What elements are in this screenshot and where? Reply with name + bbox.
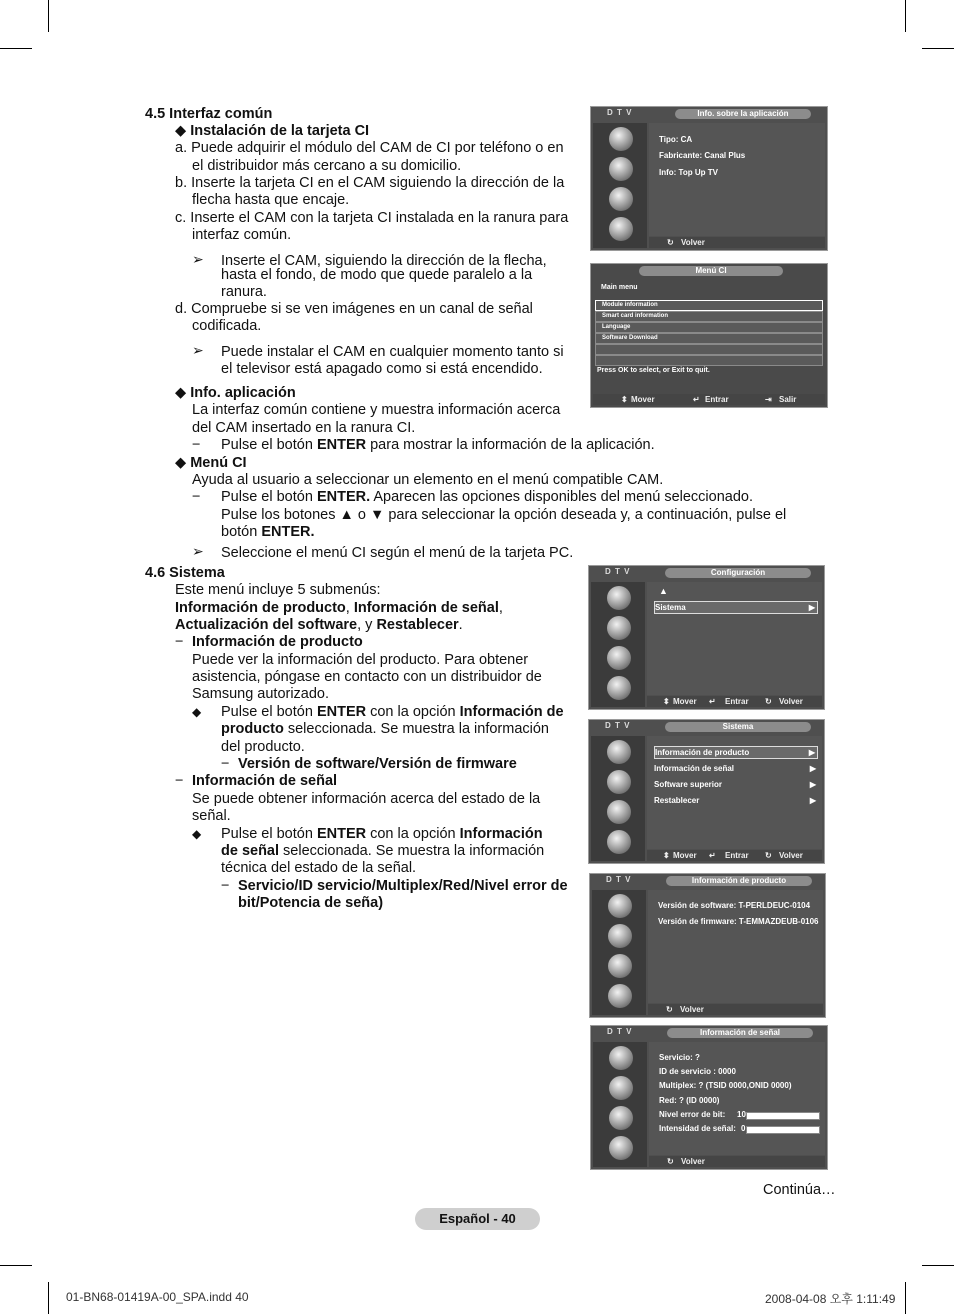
screen-footer [647,850,822,861]
screen-title: Información de producto [666,876,812,886]
info-line: Tipo: CA [659,135,693,144]
move-label: Mover [673,697,697,706]
return-icon: ↻ [765,697,772,706]
service-line: Servicio: ? [659,1053,700,1062]
menu-item-signal-info[interactable] [654,763,818,774]
enter-icon: ↵ [709,851,716,860]
back-label: Volver [779,697,803,706]
screen-title: Información de señal [667,1028,813,1038]
note: Seleccione el menú CI según el menú de la tarjeta PC. [221,545,574,561]
input-icon [607,740,631,764]
paragraph: del producto. [221,739,305,755]
crop-mark [905,1282,906,1314]
menu-item-label: Restablecer [654,796,700,805]
paragraph: el distribuidor más cercano a su domicilio. [192,158,462,174]
paragraph: del CAM insertado en la ranura CI. [192,420,416,436]
section-heading: 4.5 Interfaz común [145,106,273,122]
dash: − [221,756,230,772]
paragraph: a. Puede adquirir el módulo del CAM de CI por teléfono o en [175,140,564,156]
dash: − [192,489,201,505]
network-line: Red: ? (ID 0000) [659,1096,720,1105]
paragraph: c. Inserte el CAM con la tarjeta CI instalada en la ranura para [175,210,569,226]
paragraph: codificada. [192,318,262,334]
tv-screen-config [588,565,825,710]
paragraph: Pulse el botón ENTER. Aparecen las opciones disponibles del menú seleccionado. [221,489,753,505]
crop-mark [48,0,49,32]
picture-icon [609,1076,633,1100]
right-arrow-icon: ▶ [808,603,815,612]
note: Inserte el CAM, siguiendo la dirección de la flecha, [221,253,547,269]
paragraph: Pulse el botón ENTER con la opción Información de [221,704,564,720]
paragraph: botón ENTER. [221,524,315,540]
subheading-text: Menú CI [190,455,247,471]
setup-icon [609,187,633,211]
service-id-line: ID de servicio : 0000 [659,1067,736,1076]
paragraph: Samsung autorizado. [192,686,330,702]
menu-item-reset[interactable] [654,795,818,806]
paragraph: Pulse el botón ENTER para mostrar la información de la aplicación. [221,437,655,453]
ci-menu-item[interactable]: Smart card information [595,311,823,322]
subheading: Servicio/ID servicio/Multiplex/Red/Nivel error de [238,878,568,894]
crop-mark [922,48,954,49]
menu-item-sistema[interactable] [654,601,818,614]
dash: − [192,437,201,453]
move-label: Mover [631,395,655,404]
signal-strength-label: Intensidad de señal: [659,1124,736,1133]
tv-screen-product-info [589,873,826,1018]
tv-screen-ci-menu [590,263,828,408]
right-arrow-icon: ▶ [809,764,816,773]
ci-menu-item[interactable]: Module information [595,300,823,311]
menu-pane [647,582,822,695]
paragraph: Actualización del software, y Restablecer. [175,617,463,633]
note-arrow-icon: ➢ [192,342,204,358]
enter-label: Entrar [705,395,729,404]
screen-footer [647,696,822,707]
paragraph: d. Compruebe si se ven imágenes en un canal de señal [175,301,533,317]
tv-screen-system [588,719,825,864]
paragraph: Pulse los botones ▲ o ▼ para seleccionar la opción deseada y, a continuación, pulse el [221,507,787,523]
channel-icon [608,984,632,1008]
dash: − [221,878,230,894]
continued-label: Continúa… [763,1182,836,1198]
paragraph: b. Inserte la tarjeta CI en el CAM siguiendo la dirección de la [175,175,565,191]
note: el televisor está apagado como si está encendido. [221,361,543,377]
setup-icon [609,1106,633,1130]
move-icon: ⬍ [621,395,628,404]
screen-footer [593,394,825,405]
subheading: Información de producto [192,634,363,650]
dash: − [175,773,184,789]
up-arrow-icon: ▲ [659,586,668,596]
paragraph: asistencia, póngase en contacto con un distribuidor de [192,669,542,685]
paragraph: técnica del estado de la señal. [221,860,417,876]
ci-menu-item[interactable]: Software Download [595,333,823,344]
note: hasta el fondo, de modo que quede paralelo a la [221,267,533,283]
info-line: Fabricante: Canal Plus [659,151,746,160]
paragraph: Este menú incluye 5 submenús: [175,582,381,598]
section-heading: 4.6 Sistema [145,565,225,581]
paragraph: Puede ver la información del producto. Para obtener [192,652,529,668]
side-menu [591,582,645,707]
paragraph: La interfaz común contiene y muestra información acerca [192,402,561,418]
tv-screen-signal-info [590,1025,828,1170]
screen-title: Sistema [665,722,811,732]
move-label: Mover [673,851,697,860]
picture-icon [609,157,633,181]
dtv-label: D T V [606,875,632,884]
enter-label: Entrar [725,697,749,706]
exit-label: Salir [779,395,797,404]
subheading: Versión de software/Versión de firmware [238,756,517,772]
channel-icon [607,676,631,700]
move-icon: ⬍ [663,697,670,706]
side-menu [591,736,645,861]
bit-error-bar [746,1112,820,1120]
back-label: Volver [680,1005,704,1014]
crop-mark [922,1265,954,1266]
crop-mark [48,1282,49,1314]
bit-error-label: Nivel error de bit: [659,1110,726,1119]
enter-label: Entrar [725,851,749,860]
setup-icon [607,646,631,670]
dash: − [175,634,184,650]
screen-footer [649,237,825,248]
picture-icon [607,770,631,794]
input-icon [607,586,631,610]
main-menu-label: Main menu [601,284,638,291]
note: Puede instalar el CAM en cualquier momento tanto si [221,344,564,360]
picture-icon [608,924,632,948]
return-icon: ↻ [667,238,674,247]
screen-title: Info. sobre la aplicación [675,109,811,119]
dtv-label: D T V [605,567,631,576]
screen-footer [649,1156,825,1167]
setup-icon [608,954,632,978]
ci-hint: Press OK to select, or Exit to quit. [597,367,710,374]
right-arrow-icon: ▶ [809,796,816,805]
paragraph: Pulse el botón ENTER con la opción Información [221,826,543,842]
dtv-label: D T V [605,721,631,730]
menu-item-software[interactable] [654,779,818,790]
input-icon [609,1046,633,1070]
tv-screen-app-info [590,106,828,251]
enter-icon: ↵ [693,395,700,404]
paragraph: de señal seleccionada. Se muestra la información [221,843,545,859]
channel-icon [607,830,631,854]
crop-mark [0,48,32,49]
ci-menu-item-empty [595,344,823,355]
side-menu [593,123,647,248]
subheading: ◆ Info. aplicación [175,385,296,401]
dtv-label: D T V [607,1027,633,1036]
signal-strength-bar [746,1126,820,1134]
note: ranura. [221,284,267,300]
firmware-version: Versión de firmware: T-EMMAZDEUB-0106 [658,917,819,926]
dtv-label: D T V [607,108,633,117]
menu-item-label: Información de señal [654,764,735,773]
print-date: 2008-04-08 오후 1:11:49 [765,1292,896,1306]
crop-mark [905,0,906,32]
enter-icon: ↵ [709,697,716,706]
paragraph: flecha hasta que encaje. [192,192,350,208]
software-version: Versión de software: T-PERLDEUC-0104 [658,901,811,910]
back-label: Volver [681,238,705,247]
paragraph: Se puede obtener información acerca del estado de la [192,791,541,807]
paragraph: señal. [192,808,231,824]
subheading-text: Instalación de la tarjeta CI [190,123,370,139]
subheading: Información de señal [192,773,338,789]
paragraph: Ayuda al usuario a seleccionar un elemento en el menú compatible CAM. [192,472,664,488]
subheading: ◆ Instalación de la tarjeta CI [175,123,370,139]
side-menu [593,1042,647,1167]
paragraph: producto seleccionada. Se muestra la información [221,721,549,737]
subheading: bit/Potencia de seña) [238,895,384,911]
screen-title: Configuración [665,568,811,578]
return-icon: ↻ [765,851,772,860]
menu-item-label: Software superior [654,780,723,789]
page-number-badge: Español - 40 [415,1208,540,1230]
input-icon [608,894,632,918]
paragraph: interfaz común. [192,227,292,243]
input-icon [609,127,633,151]
exit-icon: ⇥ [765,395,772,404]
subheading-text: Info. aplicación [190,385,296,401]
picture-icon [607,616,631,640]
bullet: ◆ [192,827,202,841]
channel-icon [609,217,633,241]
subheading: ◆ Menú CI [175,455,247,471]
return-icon: ↻ [667,1157,674,1166]
bullet: ◆ [192,705,202,719]
multiplex-line: Multiplex: ? (TSID 0000,ONID 0000) [659,1081,792,1090]
ci-menu-item[interactable]: Language [595,322,823,333]
back-label: Volver [779,851,803,860]
paragraph: Información de producto, Información de señal, [175,600,503,616]
side-menu [592,890,646,1015]
return-icon: ↻ [666,1005,673,1014]
screen-title: Menú CI [639,266,783,276]
right-arrow-icon: ▶ [808,748,815,757]
right-arrow-icon: ▶ [809,780,816,789]
back-label: Volver [681,1157,705,1166]
move-icon: ⬍ [663,851,670,860]
crop-mark [0,1265,32,1266]
setup-icon [607,800,631,824]
menu-item-label: Sistema [655,603,686,612]
screen-footer [648,1004,823,1015]
note-arrow-icon: ➢ [192,543,204,559]
signal-strength-value: 0 [741,1124,746,1133]
channel-icon [609,1136,633,1160]
menu-item-product-info[interactable] [654,746,818,759]
note-arrow-icon: ➢ [192,251,204,267]
file-info: 01-BN68-01419A-00_SPA.indd 40 [66,1290,249,1304]
info-line: Info: Top Up TV [659,168,718,177]
ci-menu-item-empty [595,355,823,366]
bit-error-value: 10 [737,1110,746,1119]
menu-item-label: Información de producto [655,748,750,757]
